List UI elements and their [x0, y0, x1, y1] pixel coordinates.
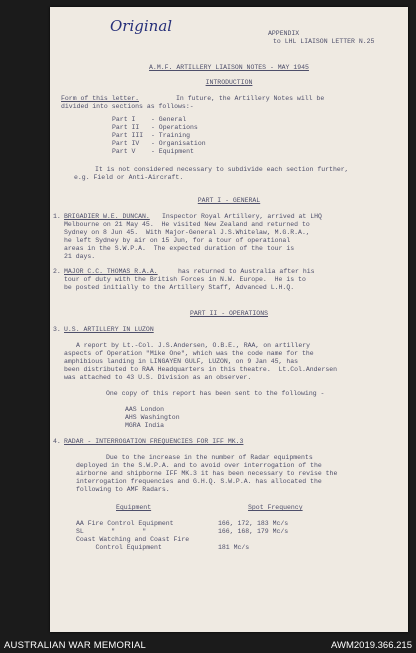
- table-cell-frequency: 166, 168, 179 Mc/s: [218, 528, 289, 535]
- item-4-line: airborne and shipborne IFF MK.3 it has been necessary to revise the: [76, 470, 338, 477]
- item-2-heading: MAJOR C.C. THOMAS R.A.A.: [64, 268, 158, 275]
- part-2-heading: PART II - OPERATIONS: [189, 310, 268, 317]
- document-title: A.M.F. ARTILLERY LIAISON NOTES - MAY 1945: [149, 64, 309, 71]
- item-4-heading: RADAR - INTERROGATION FREQUENCIES FOR IFF MK.3: [64, 438, 244, 445]
- part-item: Part I - General: [112, 116, 187, 123]
- item-4-line: Due to the increase in the number of Radar equipments: [106, 454, 313, 461]
- item-1-line: Inspector Royal Artillery, arrived at LHQ: [162, 213, 322, 220]
- item-1-line: he left Sydney by air on 15 Jun, for a tour of operational: [64, 237, 291, 244]
- item-3-line: A report by Lt.-Col. J.S.Andersen, O.B.E., RAA, on artillery: [76, 342, 311, 349]
- subdivide-text-2: e.g. Field or Anti-Aircraft.: [74, 174, 184, 181]
- table-cell-equipment: SL " ": [76, 528, 147, 535]
- item-1-line: Sydney on 8 Jun 45. With Major-General J.S.Whitelaw, M.G.R.A.,: [64, 229, 310, 236]
- table-header-frequency: Spot Frequency: [248, 504, 303, 511]
- part-item: Part II - Operations: [112, 124, 198, 131]
- recipient: AHS Washington: [125, 414, 180, 421]
- table-cell-equipment: Coast Watching and Coast Fire: [76, 536, 190, 543]
- footer-bar: [0, 637, 416, 653]
- handwritten-annotation: Original: [110, 17, 173, 35]
- item-4-line: deployed in the S.W.P.A. and to avoid over interrogation of the: [76, 462, 322, 469]
- item-3-heading: U.S. ARTILLERY IN LUZON: [64, 326, 154, 333]
- table-cell-frequency: 166, 172, 183 Mc/s: [218, 520, 289, 527]
- item-2-line: has returned to Australia after his: [178, 268, 315, 275]
- item-3-line: amphibious landing in LINGAYEN GULF, LUZON, on 9 Jan 45, has: [64, 358, 299, 365]
- item-4-line: interrogation frequencies and G.H.Q. S.W.P.A. has allocated the: [76, 478, 322, 485]
- table-cell-equipment: Control Equipment: [76, 544, 162, 551]
- part-item: Part III - Training: [112, 132, 191, 139]
- introduction-heading: INTRODUCTION: [205, 79, 253, 86]
- table-header-equipment: Equipment: [116, 504, 152, 511]
- part-item: Part V - Equipment: [112, 148, 194, 155]
- item-1-line: areas in the S.W.P.A. The expected duration of the tour is: [64, 245, 295, 252]
- form-heading: Form of this letter.: [61, 95, 140, 102]
- subdivide-text-1: It is not considered necessary to subdivide each section further,: [95, 166, 349, 173]
- recipient: MGRA India: [125, 422, 165, 429]
- appendix-label: APPENDIX: [268, 30, 300, 37]
- form-text-1: In future, the Artillery Notes will be: [176, 95, 325, 102]
- item-1-heading: BRIGADIER W.E. DUNCAN.: [64, 213, 150, 220]
- part-item: Part IV - Organisation: [112, 140, 206, 147]
- item-3-line: been distributed to RAA Headquarters in this theatre. Lt.Col.Andersen: [64, 366, 338, 373]
- recipient: AAS London: [125, 406, 165, 413]
- item-3-line: aspects of Operation "Mike One", which was the code name for the: [64, 350, 314, 357]
- item-2-line: be posted initially to the Artillery Staff, Advanced L.H.Q.: [64, 284, 295, 291]
- part-1-heading: PART I - GENERAL: [197, 197, 261, 204]
- document-page: Original APPENDIX to LHL LIAISON LETTER N.25 A.M.F. ARTILLERY LIAISON NOTES - MAY 1945 INTRODUCTION Form of this letter. In future, the Artillery Notes will be divided into sections as follows:- Part I - General Part II - Operations Part III - Training Part IV - Organisation Part V - Equipment It is not considered necessary to subdivide each section further, e.g. Field or Anti-Aircraft. PART I - GENERAL 1. BRIGADIER W.E. DUNCAN. Inspector Royal Artillery, arrived at LHQ Melbourne on 21 May 45. He visited New Zealand and returned to Sydney on 8 Jun 45. With Major-General J.S.Whitelaw, M.G.R.A., he left Sydney by air on 15 Jun, for a tour of operational areas in the S.W.P.A. The expected duration of the tour is 21 days. 2. MAJOR C.C. THOMAS R.A.A. has returned to Australia after his tour of duty with the British Forces in N.W. Europe. He is to be posted initially to the Artillery Staff, Advanced L.H.Q. PART II - OPERATIONS 3. U.S. ARTILLERY IN LUZON A report by Lt.-Col. J.S.Andersen, O.B.E., RAA, on artillery aspects of Operation "Mike One", which was the code name for the amphibious landing in LINGAYEN GULF, LUZON, on 9 Jan 45, has been distributed to RAA Headquarters in this theatre. Lt.Col.Andersen was attached to 43 U.S. Division as an observer. One copy of this report has been sent to the following - AAS London AHS Washington MGRA India 4. RADAR - INTERROGATION FREQUENCIES FOR IFF MK.3 Due to the increase in the number of Radar equipments deployed in the S.W.P.A. and to avoid over interrogation of the airborne and shipborne IFF MK.3 it has been necessary to revise the interrogation frequencies and G.H.Q. S.W.P.A. has allocated the following to AMF Radars. Equipment Spot Frequency AA Fire Control Equipment 166, 172, 183 Mc/s SL " " 166, 168, 179 Mc/s Coast Watching and Coast Fire Control Equipment 181 Mc/s: [50, 7, 408, 632]
- footer-accession-number: AWM2019.366.215: [331, 640, 412, 651]
- item-2-line: tour of duty with the British Forces in N.W. Europe. He is to: [64, 276, 306, 283]
- copy-line: One copy of this report has been sent to the following -: [106, 390, 325, 397]
- footer-institution: AUSTRALIAN WAR MEMORIAL: [4, 640, 147, 651]
- item-3-line: was attached to 43 U.S. Division as an observer.: [64, 374, 252, 381]
- item-1-line: 21 days.: [64, 253, 96, 260]
- item-1-line: Melbourne on 21 May 45. He visited New Zealand and returned to: [64, 221, 310, 228]
- table-cell-equipment: AA Fire Control Equipment: [76, 520, 174, 527]
- form-text-2: divided into sections as follows:-: [61, 103, 194, 110]
- letter-reference: to LHL LIAISON LETTER N.25: [273, 38, 375, 45]
- table-cell-frequency: 181 Mc/s: [218, 544, 250, 551]
- item-4-line: following to AMF Radars.: [76, 486, 170, 493]
